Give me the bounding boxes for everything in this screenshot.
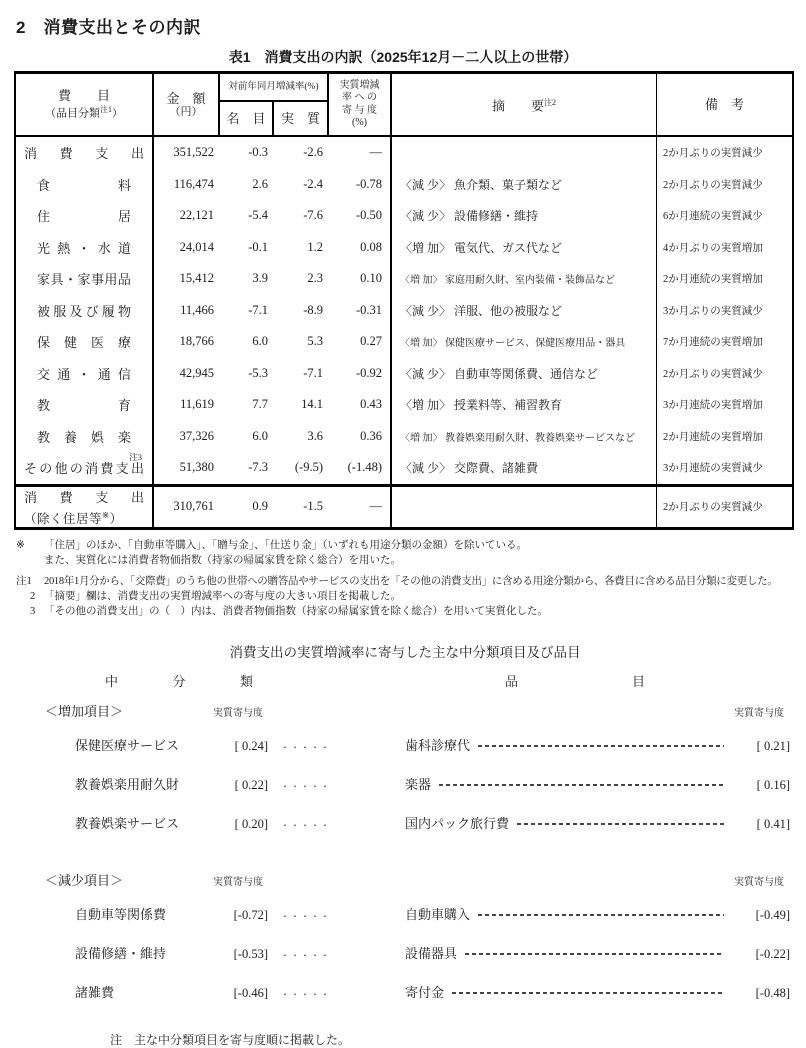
- dots-separator: ・・・・・: [281, 989, 331, 999]
- breakdown-row: [45, 813, 790, 836]
- breakdown-group: [45, 701, 790, 836]
- column-header-subcategory: 中 分 類: [105, 673, 253, 689]
- nominal-change-value: -0.1: [248, 239, 268, 254]
- contribution-column-label: 実質寄与度: [213, 707, 263, 719]
- header-summary: 摘 要$^{注2}$: [392, 74, 657, 135]
- group-heading-row: [45, 701, 790, 721]
- expense-item-cell: [16, 487, 154, 527]
- real-change-value: 14.1: [301, 397, 323, 412]
- dots-separator: ・・・・・: [281, 950, 331, 960]
- footnote-star: [16, 538, 806, 553]
- column-header-item: 品 目: [505, 673, 645, 689]
- footnote-text: 2018年1月分から、「交際費」のうち他の世帯への贈答品やサービスの支出を「その他の消費支出」に含める用途分類から、各費目に含める品目分類に変更した。: [44, 575, 778, 587]
- contribution-value: -0.92: [329, 358, 392, 390]
- amount-value: 310,761: [173, 499, 214, 513]
- contribution-value: 0.43: [329, 389, 392, 421]
- real-change-value: -2.4: [303, 176, 323, 191]
- breakdown-note: 注 主な中分類項目を寄与度順に掲載した。: [110, 1032, 351, 1047]
- footnote-ref-star: ※: [102, 509, 110, 520]
- expense-item-cell: [16, 232, 154, 264]
- item-name: 自動車購入: [405, 906, 471, 922]
- amount-value: 18,766: [179, 334, 214, 349]
- contribution-column-label: 実質寄与度: [734, 707, 784, 719]
- contribution-value: 0.10: [329, 263, 392, 295]
- table-row: [16, 389, 792, 421]
- table-row: [16, 169, 792, 201]
- item-contribution: [-0.48]: [755, 985, 790, 1000]
- footnotes: [16, 538, 806, 619]
- expense-item-cell: [16, 389, 154, 421]
- amount-value: 42,945: [179, 365, 214, 380]
- breakdown-group: [45, 870, 790, 1005]
- real-change-value: 5.3: [307, 334, 323, 349]
- table-row: [16, 137, 792, 169]
- expense-item-cell: [16, 169, 154, 201]
- summary-text: 〈増 加〉 保健医療サービス、保健医療用品・器具: [392, 326, 657, 358]
- amount-value: 11,466: [180, 302, 214, 317]
- summary-text: 〈増 加〉 教養娯楽用耐久財、教養娯楽サービスなど: [392, 421, 657, 453]
- header-item: 費 目 （品目分類$^{注1}$）: [16, 74, 154, 135]
- expense-item-cell: [16, 200, 154, 232]
- contribution-value: -0.50: [329, 200, 392, 232]
- amount-value: 22,121: [179, 208, 214, 223]
- expense-item-label: 教 育: [37, 398, 131, 414]
- item-contribution: [ 0.16]: [756, 777, 790, 792]
- subcategory-contribution: [ 0.24]: [234, 738, 268, 753]
- dashed-leader: [452, 992, 724, 993]
- item-name: 楽器: [405, 776, 432, 792]
- item-contribution: [ 0.21]: [756, 738, 790, 753]
- remarks-text: 3か月連続の実質減少: [663, 463, 763, 475]
- contribution-value: -0.31: [329, 295, 392, 327]
- nominal-change-value: 0.9: [252, 499, 268, 513]
- expense-item-label: 住 居: [37, 209, 131, 225]
- expense-item-label: 保 健 医 療: [37, 335, 131, 351]
- breakdown-row: [45, 943, 790, 966]
- nominal-change-value: -5.3: [248, 365, 268, 380]
- footnote-3: [16, 604, 806, 619]
- subcategory-name: 保健医療サービス: [75, 737, 180, 753]
- breakdown-row: [45, 982, 790, 1005]
- real-change-value: -7.6: [303, 208, 323, 223]
- contribution-value: -0.78: [329, 169, 392, 201]
- real-change-value: -7.1: [303, 365, 323, 380]
- summary-text: 〈減 少〉 魚介類、菓子類など: [392, 169, 657, 201]
- table-row: [16, 358, 792, 390]
- subcategory-contribution: [-0.53]: [233, 946, 268, 961]
- nominal-change-value: -0.3: [248, 145, 268, 160]
- breakdown-section: [45, 641, 790, 1048]
- subcategory-name: 設備修繕・維持: [75, 945, 167, 961]
- dots-separator: ・・・・・: [281, 911, 331, 921]
- remarks-text: 2か月ぶりの実質減少: [663, 502, 763, 513]
- nominal-change-value: 7.7: [252, 397, 268, 412]
- expense-item-label: 食 料: [37, 177, 131, 193]
- subcategory-name: 教養娯楽サービス: [75, 815, 180, 831]
- item-name: 設備器具: [405, 945, 458, 961]
- dots-separator: ・・・・・: [281, 820, 331, 830]
- amount-value: 37,326: [179, 428, 214, 443]
- item-name: 寄付金: [405, 984, 445, 1000]
- table-header: [16, 74, 792, 137]
- subcategory-name: 自動車等関係費: [75, 906, 167, 922]
- nominal-change-value: -7.1: [248, 302, 268, 317]
- item-contribution: [-0.22]: [755, 946, 790, 961]
- summary-text: 〈減 少〉 自動車等関係費、通信など: [392, 358, 657, 390]
- dashed-leader: [478, 914, 724, 915]
- summary-text: 〈減 少〉 洋服、他の被服など: [392, 295, 657, 327]
- item-name: 国内パック旅行費: [405, 815, 510, 831]
- real-change-value: (-9.5): [294, 460, 323, 475]
- header-real: 実 質: [274, 102, 329, 135]
- header-remarks: 備 考: [704, 97, 744, 112]
- dashed-leader: [517, 823, 724, 824]
- footnote-2: [16, 589, 806, 604]
- real-change-value: 2.3: [307, 271, 323, 286]
- group-rows: [45, 735, 790, 836]
- remarks-text: 4か月ぶりの実質増加: [663, 242, 763, 254]
- summary-text: 〈減 少〉 交際費、諸雑費: [392, 452, 657, 484]
- expense-item-cell: [16, 137, 154, 169]
- remarks-text: 2か月連続の実質増加: [663, 431, 763, 443]
- table-row: [16, 421, 792, 453]
- remarks-text: 7か月連続の実質増加: [663, 337, 763, 349]
- dots-separator: ・・・・・: [281, 742, 331, 752]
- group-heading: ＜減少項目＞: [45, 872, 124, 888]
- expense-item-cell: [16, 452, 154, 484]
- expense-item-label: 消 費 支 出: [24, 489, 144, 505]
- table-row: [16, 452, 792, 484]
- footnote-marker: 2: [30, 590, 36, 602]
- summary-text: [392, 137, 657, 169]
- expense-item-cell: [16, 421, 154, 453]
- table-row: [16, 232, 792, 264]
- real-change-value: 3.6: [307, 428, 323, 443]
- breakdown-row: [45, 735, 790, 758]
- subcategory-contribution: [ 0.20]: [234, 816, 268, 831]
- subcategory-contribution: [ 0.22]: [234, 777, 268, 792]
- item-name: 歯科診療代: [405, 737, 471, 753]
- nominal-change-value: 6.0: [252, 334, 268, 349]
- footnote-text: 「摘要」欄は、消費支出の実質増減率への寄与度の大きい項目を掲載した。: [44, 590, 401, 602]
- real-change-value: -2.6: [303, 145, 323, 160]
- amount-value: 116,474: [173, 176, 214, 191]
- remarks-text: 2か月ぶりの実質減少: [663, 148, 763, 160]
- contribution-value: 0.36: [329, 421, 392, 453]
- header-amount: 金 額 （円）: [154, 74, 220, 135]
- group-heading: ＜増加項目＞: [45, 703, 124, 719]
- remarks-text: 3か月連続の実質増加: [663, 400, 763, 412]
- footnote-ref-3: 注3: [129, 452, 142, 462]
- summary-text: 〈減 少〉 設備修繕・維持: [392, 200, 657, 232]
- subcategory-name: 諸雑費: [75, 984, 115, 1000]
- nominal-change-value: 3.9: [252, 271, 268, 286]
- header-yoy-rate: 対前年同月増減率(%): [220, 74, 329, 102]
- summary-text: 〈増 加〉 家庭用耐久財、室内装備・装飾品など: [392, 263, 657, 295]
- footnote-1: [16, 574, 806, 589]
- table-row: [16, 200, 792, 232]
- header-nominal: 名 目: [220, 102, 274, 135]
- table-caption: 表1 消費支出の内訳（2025年12月－二人以上の世帯）: [228, 49, 578, 65]
- table-row: [16, 295, 792, 327]
- subcategory-contribution: [-0.72]: [233, 907, 268, 922]
- remarks-text: 2か月ぶりの実質減少: [663, 368, 763, 380]
- amount-value: 351,522: [173, 145, 214, 160]
- subcategory-name: 教養娯楽用耐久財: [75, 776, 180, 792]
- remarks-text: 2か月連続の実質増加: [663, 274, 763, 286]
- nominal-change-value: 6.0: [252, 428, 268, 443]
- page-title: 2 消費支出とその内訳: [16, 18, 201, 37]
- breakdown-groups: [45, 701, 790, 1005]
- amount-value: 11,619: [180, 397, 214, 412]
- expenditure-table: [14, 71, 794, 530]
- expense-item-label: そ の 他 の 消 費 支 出: [24, 461, 144, 477]
- footnote-ref-2: 注2: [544, 98, 556, 108]
- dashed-leader: [465, 953, 724, 954]
- real-change-value: 1.2: [307, 239, 323, 254]
- summary-text: 〈増 加〉 電気代、ガス代など: [392, 232, 657, 264]
- contribution-value: ―: [329, 137, 392, 169]
- footnote-text: また、実質化には消費者物価指数（持家の帰属家賃を除く総合）を用いた。: [44, 554, 401, 566]
- expense-item-label: 家 具 ・ 家 事 用 品: [37, 272, 131, 288]
- header-contribution: 実質増減 率 へ の 寄 与 度 (%): [329, 74, 392, 135]
- expense-item-sublabel: （除く住居等※）: [24, 509, 123, 526]
- group-rows: [45, 904, 790, 1005]
- table-body: [16, 137, 792, 484]
- amount-value: 24,014: [179, 239, 214, 254]
- nominal-change-value: -5.4: [248, 208, 268, 223]
- footnote-marker: ※: [16, 539, 25, 551]
- document-page: [0, 18, 806, 1047]
- contribution-value: ―: [329, 487, 392, 527]
- contribution-column-label: 実質寄与度: [213, 876, 263, 888]
- footnote-text: 「住居」のほか、「自動車等購入」、「贈与金」、「仕送り金」（いずれも用途分類の金額）を除いている。: [44, 539, 527, 551]
- remarks-text: 3か月ぶりの実質減少: [663, 305, 763, 317]
- contribution-value: 0.08: [329, 232, 392, 264]
- contribution-value: 0.27: [329, 326, 392, 358]
- footnote-text: 「その他の消費支出」の（ ）内は、消費者物価指数（持家の帰属家賃を除く総合）を用いて実質化した。: [44, 605, 548, 617]
- table-summary-row: [16, 484, 792, 527]
- amount-value: 15,412: [179, 271, 214, 286]
- nominal-change-value: 2.6: [252, 176, 268, 191]
- remarks-text: 2か月ぶりの実質減少: [663, 179, 763, 191]
- item-contribution: [ 0.41]: [756, 816, 790, 831]
- footnote-marker: 3: [30, 605, 36, 617]
- table-row: [16, 326, 792, 358]
- expense-item-label: 交 通 ・ 通 信: [37, 366, 131, 382]
- dashed-leader: [439, 784, 724, 785]
- breakdown-title: 消費支出の実質増減率に寄与した主な中分類項目及び品目: [229, 644, 581, 660]
- expense-item-cell: [16, 295, 154, 327]
- remarks-text: 6か月連続の実質減少: [663, 211, 763, 223]
- expense-item-cell: [16, 263, 154, 295]
- breakdown-column-headers: [45, 671, 790, 689]
- dots-separator: ・・・・・: [281, 781, 331, 791]
- summary-text: [392, 487, 657, 527]
- real-change-value: -1.5: [303, 499, 323, 513]
- expense-item-label: 消 費 支 出: [24, 146, 144, 162]
- breakdown-row: [45, 904, 790, 927]
- summary-text: 〈増 加〉 授業料等、補習教育: [392, 389, 657, 421]
- real-change-value: -8.9: [303, 302, 323, 317]
- expense-item-label: 光 熱 ・ 水 道: [37, 240, 131, 256]
- subcategory-contribution: [-0.46]: [233, 985, 268, 1000]
- group-heading-row: [45, 870, 790, 890]
- item-contribution: [-0.49]: [755, 907, 790, 922]
- contribution-value: (-1.48): [329, 452, 392, 484]
- footnote-ref-1: 注1: [100, 105, 112, 115]
- breakdown-row: [45, 774, 790, 797]
- footnote-marker: 注1: [16, 575, 32, 587]
- expense-item-label: 教 養 娯 楽: [37, 429, 131, 445]
- expense-item-cell: [16, 358, 154, 390]
- dashed-leader: [478, 745, 724, 746]
- table-row: [16, 263, 792, 295]
- amount-value: 51,380: [179, 460, 214, 475]
- expense-item-cell: [16, 326, 154, 358]
- expense-item-label: 被 服 及 び 履 物: [37, 303, 131, 319]
- nominal-change-value: -7.3: [248, 460, 268, 475]
- footnote-star-cont: [16, 553, 806, 568]
- contribution-column-label: 実質寄与度: [734, 876, 784, 888]
